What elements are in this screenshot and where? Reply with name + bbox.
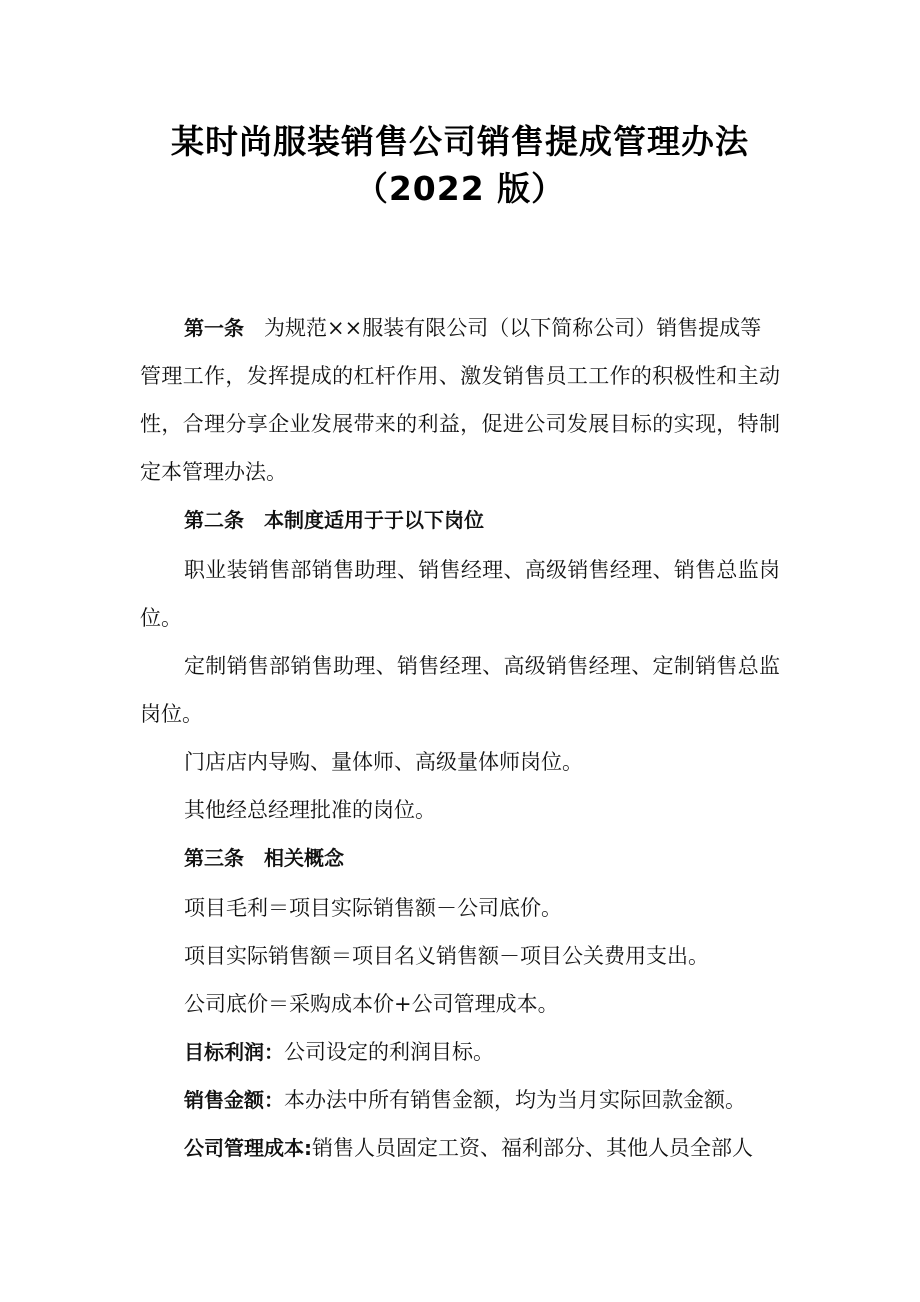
article-1-line-3: 性，合理分享企业发展带来的利益，促进公司发展目标的实现，特制	[140, 412, 780, 436]
term-target-profit: 目标利润：	[184, 1040, 284, 1064]
definition-actual-sales: 项目实际销售额＝项目名义销售额－项目公关费用支出。	[184, 944, 709, 968]
document-version: （2022 版）	[354, 169, 566, 208]
article-2-p1-line-1: 职业装销售部销售助理、销售经理、高级销售经理、销售总监岗	[184, 558, 780, 582]
article-3-heading-text: 相关概念	[264, 846, 344, 870]
article-1-text-1: 为规范××服装有限公司（以下简称公司）销售提成等	[264, 316, 762, 340]
article-2-heading: 第二条	[184, 508, 244, 532]
text-sales-amount: 本办法中所有销售金额，均为当月实际回款金额。	[284, 1088, 746, 1112]
article-2-p2-line-2: 岗位。	[140, 702, 203, 726]
article-2-heading-text: 本制度适用于于以下岗位	[264, 508, 484, 532]
definition-management-cost	[184, 1133, 753, 1163]
definition-sales-amount	[184, 1085, 746, 1115]
article-1-line-4: 定本管理办法。	[140, 460, 287, 484]
definition-base-price: 公司底价＝采购成本价+公司管理成本。	[184, 992, 559, 1016]
article-2-p3: 门店店内导购、量体师、高级量体师岗位。	[184, 750, 583, 774]
article-2-p1-line-2: 位。	[140, 606, 182, 630]
article-3-heading-line	[184, 843, 344, 873]
article-1-heading: 第一条	[184, 316, 244, 340]
article-2-p2-line-1: 定制销售部销售助理、销售经理、高级销售经理、定制销售总监	[184, 654, 780, 678]
text-target-profit: 公司设定的利润目标。	[284, 1040, 494, 1064]
document-title: 某时尚服装销售公司销售提成管理办法	[171, 122, 749, 161]
article-1-line-2: 管理工作，发挥提成的杠杆作用、激发销售员工工作的积极性和主动	[140, 364, 780, 388]
article-1-line-1	[184, 313, 761, 343]
definition-gross-profit: 项目毛利＝项目实际销售额－公司底价。	[184, 896, 562, 920]
article-2-heading-line	[184, 505, 484, 535]
definition-target-profit	[184, 1037, 494, 1067]
article-3-heading: 第三条	[184, 846, 244, 870]
text-management-cost: 销售人员固定工资、福利部分、其他人员全部人	[312, 1136, 753, 1160]
term-management-cost: 公司管理成本:	[184, 1136, 312, 1160]
term-sales-amount: 销售金额：	[184, 1088, 284, 1112]
article-2-p4: 其他经总经理批准的岗位。	[184, 798, 436, 822]
